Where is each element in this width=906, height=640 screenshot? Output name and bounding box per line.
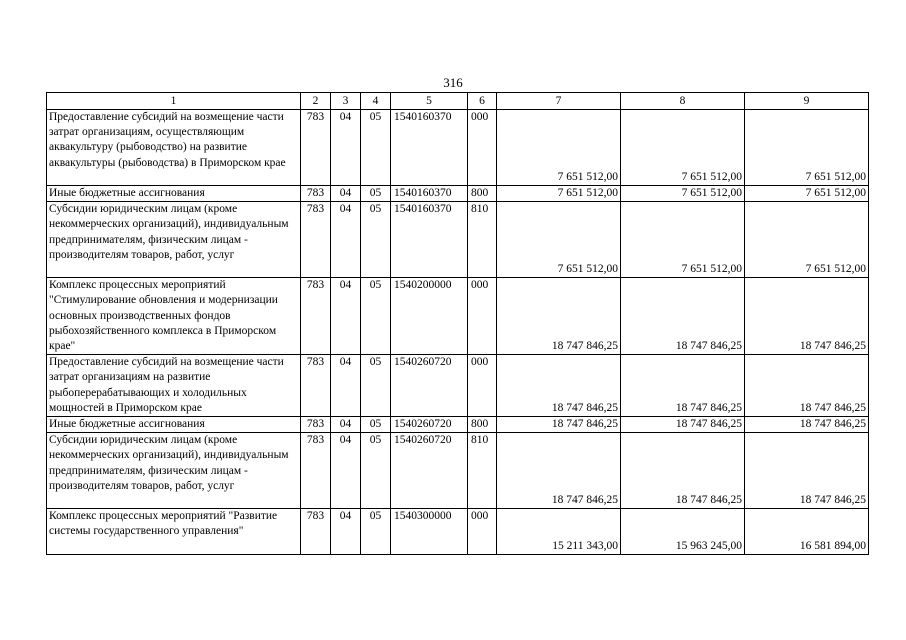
cell-code: 04 (331, 417, 361, 433)
cell-code: 05 (361, 509, 391, 555)
column-header: 5 (391, 93, 468, 110)
cell-amount: 18 747 846,25 (745, 433, 869, 509)
cell-code: 04 (331, 433, 361, 509)
cell-code: 05 (361, 278, 391, 355)
cell-amount: 18 747 846,25 (497, 417, 621, 433)
cell-amount: 18 747 846,25 (621, 278, 745, 355)
cell-code: 783 (301, 355, 331, 417)
table-row (47, 110, 869, 186)
column-header: 8 (621, 93, 745, 110)
cell-amount: 7 651 512,00 (745, 202, 869, 278)
cell-code: 04 (331, 202, 361, 278)
cell-code: 05 (361, 417, 391, 433)
cell-code: 1540160370 (391, 202, 468, 278)
cell-code: 1540200000 (391, 278, 468, 355)
cell-code: 800 (468, 417, 497, 433)
cell-code: 000 (468, 509, 497, 555)
row-name: Предоставление субсидий на возмещение части затрат организациям, осуществляющим аквакультуру (рыбоводство) на развитие аквакультуры (рыбоводства) в Приморском крае (47, 110, 301, 186)
cell-code: 783 (301, 110, 331, 186)
table-row (47, 433, 869, 509)
cell-amount: 18 747 846,25 (621, 355, 745, 417)
row-name: Субсидии юридическим лицам (кроме некоммерческих организаций), индивидуальным предпринимателям, физическим лицам - производителям товаров, работ, услуг (47, 433, 301, 509)
cell-amount: 7 651 512,00 (745, 110, 869, 186)
cell-code: 1540160370 (391, 110, 468, 186)
budget-table (46, 92, 869, 555)
table-row (47, 355, 869, 417)
cell-amount: 7 651 512,00 (745, 186, 869, 202)
cell-code: 05 (361, 186, 391, 202)
table-row (47, 278, 869, 355)
cell-code: 783 (301, 278, 331, 355)
row-name: Субсидии юридическим лицам (кроме некоммерческих организаций), индивидуальным предпринимателям, физическим лицам - производителям товаров, работ, услуг (47, 202, 301, 278)
cell-code: 000 (468, 110, 497, 186)
cell-code: 1540160370 (391, 186, 468, 202)
cell-amount: 15 963 245,00 (621, 509, 745, 555)
cell-code: 04 (331, 355, 361, 417)
cell-code: 04 (331, 110, 361, 186)
page-number: 316 (443, 75, 463, 90)
cell-code: 05 (361, 355, 391, 417)
cell-code: 783 (301, 433, 331, 509)
cell-amount: 7 651 512,00 (621, 202, 745, 278)
row-name: Иные бюджетные ассигнования (47, 417, 301, 433)
cell-code: 000 (468, 278, 497, 355)
cell-code: 783 (301, 186, 331, 202)
row-name: Комплекс процессных мероприятий "Развитие системы государственного управления" (47, 509, 301, 555)
row-name: Иные бюджетные ассигнования (47, 186, 301, 202)
cell-code: 783 (301, 202, 331, 278)
column-header: 3 (331, 93, 361, 110)
column-header: 4 (361, 93, 391, 110)
table-row (47, 509, 869, 555)
cell-amount: 15 211 343,00 (497, 509, 621, 555)
cell-amount: 18 747 846,25 (497, 433, 621, 509)
cell-code: 810 (468, 433, 497, 509)
cell-amount: 7 651 512,00 (497, 110, 621, 186)
cell-code: 05 (361, 202, 391, 278)
cell-amount: 18 747 846,25 (745, 355, 869, 417)
column-header: 6 (468, 93, 497, 110)
table-row (47, 186, 869, 202)
cell-code: 783 (301, 509, 331, 555)
cell-code: 05 (361, 110, 391, 186)
cell-code: 04 (331, 509, 361, 555)
cell-code: 04 (331, 278, 361, 355)
cell-amount: 7 651 512,00 (497, 186, 621, 202)
cell-amount: 7 651 512,00 (621, 186, 745, 202)
cell-amount: 7 651 512,00 (497, 202, 621, 278)
header-row (47, 93, 869, 110)
column-header: 7 (497, 93, 621, 110)
cell-code: 1540260720 (391, 355, 468, 417)
cell-code: 04 (331, 186, 361, 202)
table-row (47, 417, 869, 433)
cell-amount: 18 747 846,25 (621, 417, 745, 433)
row-name: Комплекс процессных мероприятий "Стимулирование обновления и модернизации основных производственных фондов рыбохозяйственного комплекса в Приморском крае" (47, 278, 301, 355)
cell-code: 05 (361, 433, 391, 509)
cell-amount: 18 747 846,25 (621, 433, 745, 509)
cell-code: 1540300000 (391, 509, 468, 555)
cell-amount: 18 747 846,25 (745, 417, 869, 433)
cell-amount: 18 747 846,25 (497, 278, 621, 355)
cell-amount: 16 581 894,00 (745, 509, 869, 555)
cell-code: 000 (468, 355, 497, 417)
column-header: 2 (301, 93, 331, 110)
cell-code: 783 (301, 417, 331, 433)
cell-code: 810 (468, 202, 497, 278)
cell-amount: 18 747 846,25 (497, 355, 621, 417)
row-name: Предоставление субсидий на возмещение части затрат организациям на развитие рыбоперерабатывающих и холодильных мощностей в Приморском крае (47, 355, 301, 417)
table-row (47, 202, 869, 278)
cell-code: 1540260720 (391, 433, 468, 509)
cell-code: 800 (468, 186, 497, 202)
column-header: 9 (745, 93, 869, 110)
cell-amount: 18 747 846,25 (745, 278, 869, 355)
cell-code: 1540260720 (391, 417, 468, 433)
cell-amount: 7 651 512,00 (621, 110, 745, 186)
column-header: 1 (47, 93, 301, 110)
